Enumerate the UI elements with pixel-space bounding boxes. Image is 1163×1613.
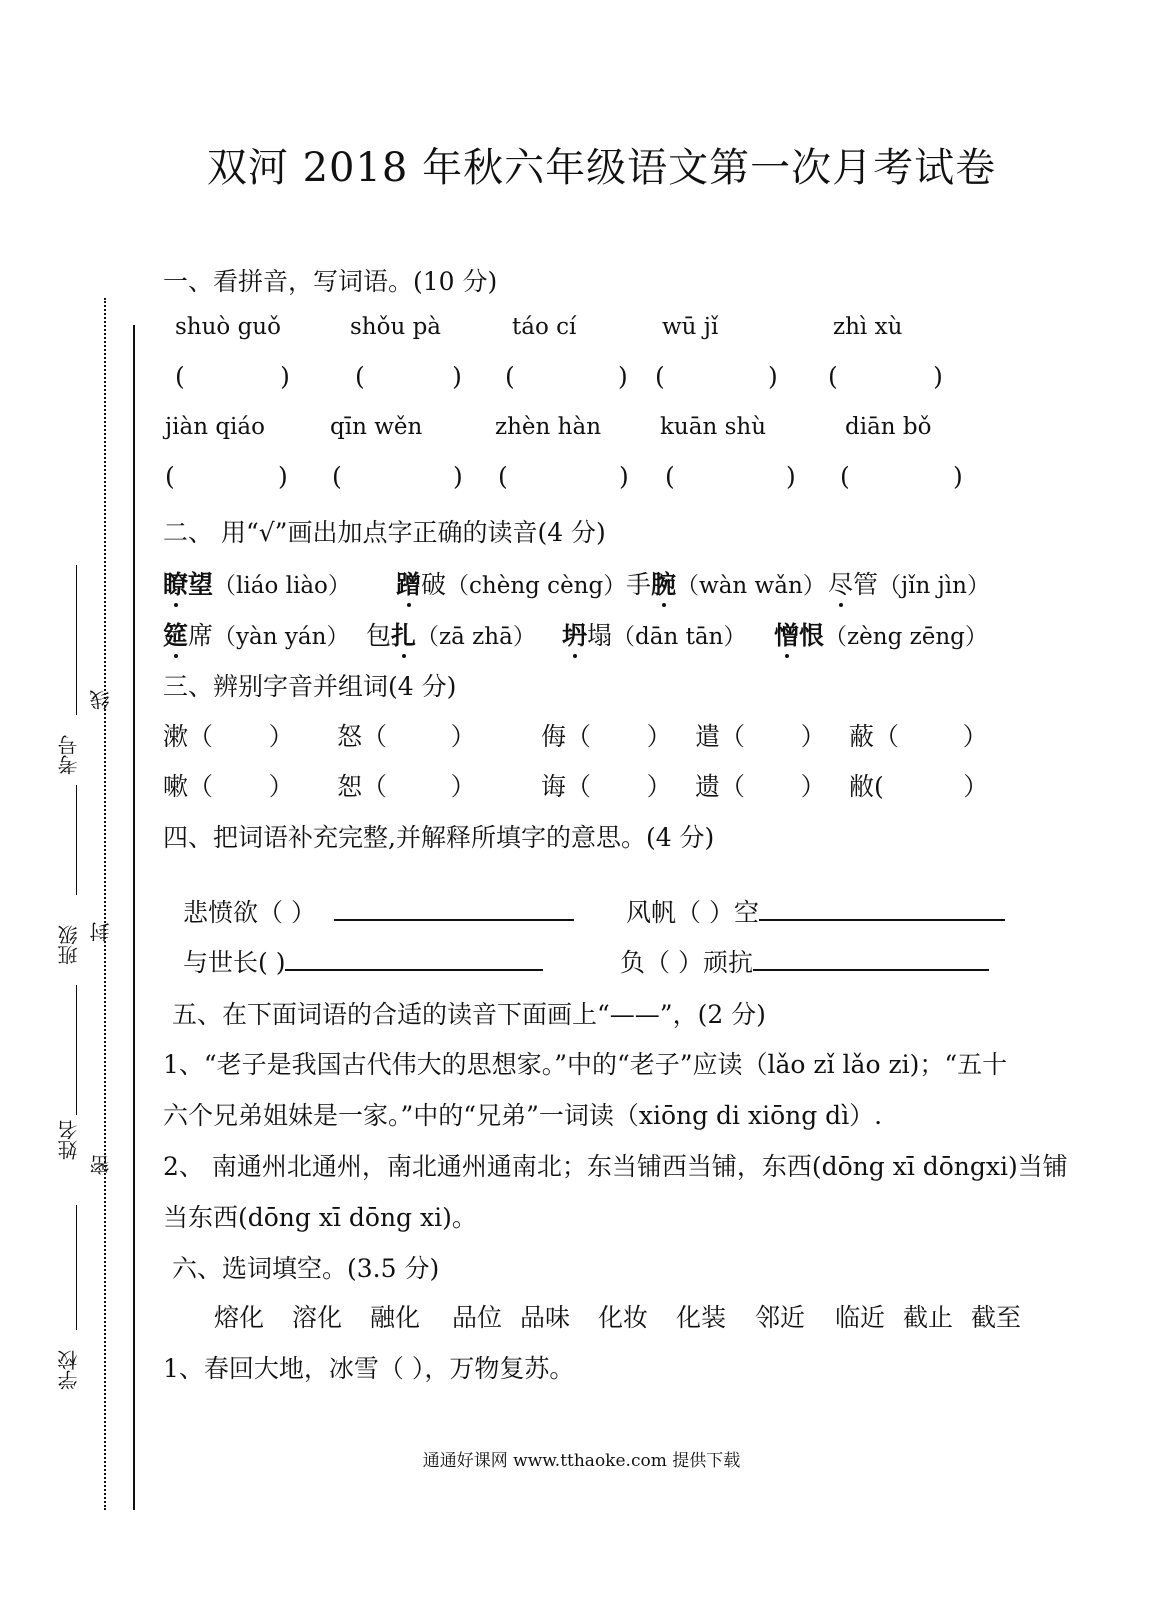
- kaohao-label: 考号: [57, 735, 81, 775]
- section-5-para-1a: 1、“老子是我国古代伟大的思想家。”中的“老子”应读（lǎo zǐ lǎo zi)；“五十: [163, 1050, 1008, 1079]
- idiom-item-3[interactable]: 与世长( ): [183, 943, 543, 979]
- xuexiao-blank-line: [76, 1205, 77, 1330]
- section-3-heading: 三、辨别字音并组词(4 分): [163, 672, 457, 701]
- word-1: 熔化: [214, 1303, 265, 1332]
- pinyin-2-5: diān bǒ: [845, 414, 932, 440]
- reading-item-4[interactable]: 尽管（jǐn jìn）: [828, 570, 990, 599]
- word-10: 截止: [903, 1303, 954, 1332]
- section-6-heading: 六、选词填空。(3.5 分): [172, 1254, 440, 1283]
- reading-item-2[interactable]: 蹭破（chèng cèng）: [396, 570, 627, 599]
- reading-item-5[interactable]: 筵席（yàn yán）: [163, 621, 350, 650]
- binding-dotted-line: [104, 298, 106, 1510]
- pinyin-2-4: kuān shù: [660, 414, 767, 440]
- char-item-2-1[interactable]: 嗽（ ）: [163, 772, 294, 801]
- reading-item-8[interactable]: 憎恨（zèng zēng）: [774, 621, 988, 650]
- reading-item-1[interactable]: 瞭望（liáo liào）: [163, 570, 351, 599]
- section-1-heading: 一、看拼音，写词语。(10 分): [163, 267, 498, 296]
- word-11: 截至: [971, 1303, 1022, 1332]
- xuexiao-label: 学校: [57, 1350, 81, 1390]
- word-5: 品味: [520, 1303, 571, 1332]
- char-item-1-1[interactable]: 漱（ ）: [163, 722, 294, 751]
- footer-credit: 通通好课网 www.tthaoke.com 提供下载: [422, 1451, 741, 1471]
- reading-item-3[interactable]: 手腕（wàn wǎn）: [626, 570, 826, 599]
- answer-box-1-4[interactable]: ( ): [655, 362, 778, 391]
- char-item-1-3[interactable]: 侮（ ）: [541, 722, 672, 751]
- section-5-para-2a: 2、 南通州北通州，南北通州通南北；东当铺西当铺，东西(dōng xī dōngxi)当铺: [163, 1152, 1068, 1181]
- answer-box-1-1[interactable]: ( ): [175, 362, 290, 391]
- mi-label: 密: [89, 1155, 113, 1175]
- pinyin-1-4: wū jǐ: [662, 314, 719, 340]
- word-8: 邻近: [755, 1303, 806, 1332]
- section-5-para-1b: 六个兄弟姐妹是一家。”中的“兄弟”一词读（xiōng di xiōng dì）.: [163, 1101, 883, 1130]
- section-2-heading: 二、 用“√”画出加点字正确的读音(4 分): [163, 518, 606, 547]
- idiom-item-1[interactable]: 悲愤欲（ ）: [183, 893, 574, 929]
- section-5-para-2b: 当东西(dōng xī dōng xi)。: [163, 1203, 477, 1232]
- kaohao-blank-line: [76, 565, 77, 715]
- section-5-heading: 五、在下面词语的合适的读音下面画上“——”，(2 分): [172, 1000, 766, 1029]
- char-item-2-4[interactable]: 遗（ ）: [695, 772, 826, 801]
- xian-label: 线: [89, 690, 113, 710]
- pinyin-1-2: shǒu pà: [350, 314, 442, 340]
- word-6: 化妆: [598, 1303, 649, 1332]
- xingming-blank-line: [76, 985, 77, 1115]
- word-4: 品位: [452, 1303, 503, 1332]
- banji-label: 班级: [57, 925, 81, 965]
- answer-box-2-3[interactable]: ( ): [498, 462, 629, 491]
- binding-solid-line: [133, 325, 135, 1510]
- answer-box-2-2[interactable]: ( ): [332, 462, 463, 491]
- pinyin-2-3: zhèn hàn: [495, 414, 602, 440]
- word-7: 化装: [676, 1303, 727, 1332]
- char-item-1-5[interactable]: 蔽（ ）: [849, 722, 988, 751]
- banji-top-line: [76, 785, 77, 895]
- answer-box-2-1[interactable]: ( ): [165, 462, 288, 491]
- word-3: 融化: [370, 1303, 421, 1332]
- word-9: 临近: [835, 1303, 886, 1332]
- idiom-item-2[interactable]: 风帆（ ）空: [626, 893, 1005, 929]
- xingming-label: 姓名: [57, 1120, 81, 1160]
- pinyin-2-2: qīn wěn: [330, 414, 423, 440]
- word-2: 溶化: [292, 1303, 343, 1332]
- answer-box-1-5[interactable]: ( ): [828, 362, 943, 391]
- answer-box-1-3[interactable]: ( ): [505, 362, 628, 391]
- answer-box-2-5[interactable]: ( ): [840, 462, 963, 491]
- reading-item-6[interactable]: 包扎（zā zhā）: [366, 621, 536, 650]
- reading-item-7[interactable]: 坍塌（dān tān）: [562, 621, 747, 650]
- pinyin-1-3: táo cí: [512, 314, 577, 340]
- pinyin-1-5: zhì xù: [833, 314, 903, 340]
- char-item-2-2[interactable]: 恕（ ）: [337, 772, 476, 801]
- section-4-heading: 四、把词语补充完整,并解释所填字的意思。(4 分): [163, 823, 715, 852]
- char-item-1-2[interactable]: 怒（ ）: [337, 722, 476, 751]
- answer-box-2-4[interactable]: ( ): [665, 462, 796, 491]
- answer-box-1-2[interactable]: ( ): [355, 362, 462, 391]
- idiom-item-4[interactable]: 负（ ）顽抗: [620, 943, 989, 979]
- page-title: 双河 2018 年秋六年级语文第一次月考试卷: [206, 145, 997, 191]
- fill-question-1[interactable]: 1、春回大地，冰雪（ ），万物复苏。: [163, 1354, 575, 1383]
- pinyin-2-1: jiàn qiáo: [165, 414, 265, 440]
- feng-label: 封: [89, 922, 113, 942]
- char-item-2-5[interactable]: 敝( ）: [849, 772, 989, 801]
- pinyin-1-1: shuò guǒ: [175, 314, 281, 340]
- char-item-2-3[interactable]: 诲（ ）: [541, 772, 672, 801]
- char-item-1-4[interactable]: 遣（ ）: [695, 722, 826, 751]
